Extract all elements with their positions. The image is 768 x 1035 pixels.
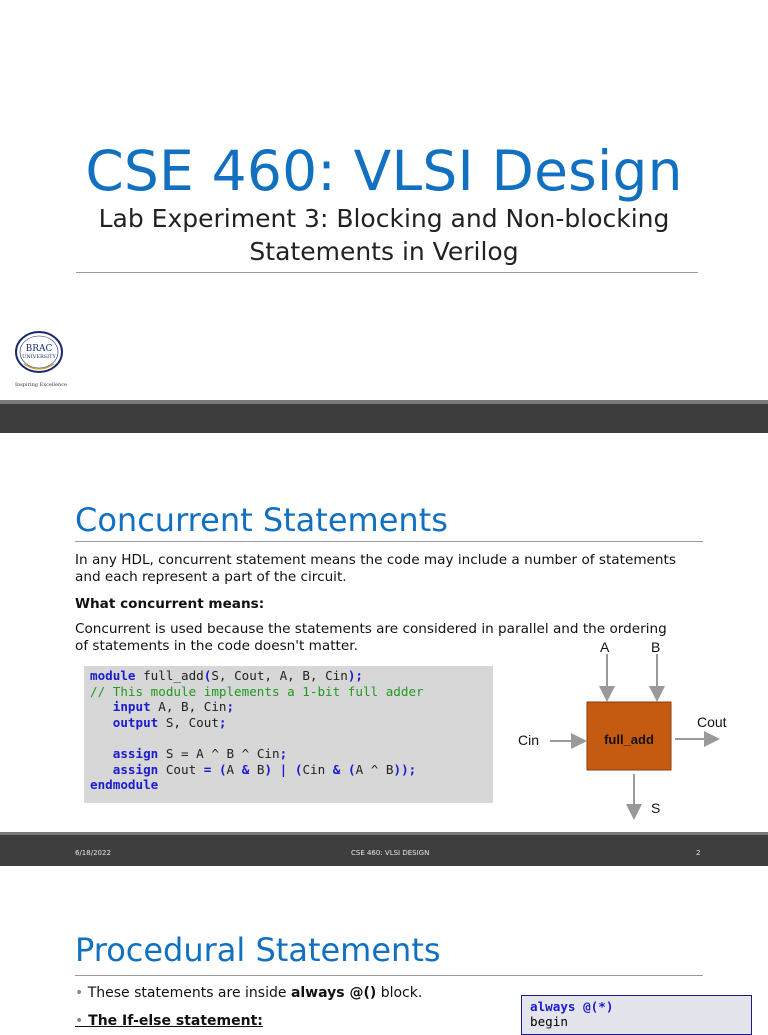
bullet-bold-text: always @() bbox=[290, 985, 377, 1001]
brac-university-logo bbox=[8, 326, 74, 390]
code-keyword: always bbox=[530, 999, 576, 1014]
input-b-label: B bbox=[651, 639, 661, 655]
footer-title: CSE 460: VLSI DESIGN bbox=[351, 849, 430, 857]
code-text: begin bbox=[530, 1014, 568, 1029]
always-code-block bbox=[521, 995, 752, 1035]
title-divider bbox=[76, 272, 698, 273]
bullet-text: The If-else statement: bbox=[88, 1013, 263, 1029]
bullet-icon: • bbox=[75, 985, 84, 1001]
bullet-text: These statements are inside bbox=[87, 985, 291, 1001]
slide3-divider bbox=[75, 975, 703, 976]
verilog-code-block: module full_add(S, Cout, A, B, Cin); // This module implements a 1-bit full adder input A, B, Cin; output S, Cout; assign S = A ^ B ^ Cin; assign Cout = (A & B) | (Cin & (A ^ B)); endmodule bbox=[84, 666, 493, 803]
intro-paragraph: In any HDL, concurrent statement means the code may include a number of statements and each represent a part of the circuit. bbox=[75, 552, 676, 585]
svg-text:Inspiring Excellence: Inspiring Excellence bbox=[15, 382, 67, 388]
output-cout-label: Cout bbox=[697, 714, 727, 730]
code-text: A, B, Cin bbox=[150, 699, 227, 715]
code-keyword: endmodule bbox=[90, 777, 159, 793]
code-keyword: input bbox=[112, 699, 151, 715]
subtitle-line1: Lab Experiment 3: Blocking and Non-blocking bbox=[98, 204, 670, 233]
slide3-title: Procedural Statements bbox=[75, 931, 441, 969]
full-adder-diagram bbox=[500, 632, 768, 832]
svg-text:UNIVERSITY: UNIVERSITY bbox=[22, 354, 56, 360]
code-text: full_add bbox=[135, 668, 204, 683]
input-a-label: A bbox=[600, 639, 610, 655]
slide2-divider bbox=[75, 541, 703, 542]
footer-page-number: 2 bbox=[696, 849, 701, 857]
slide-footer bbox=[0, 832, 768, 866]
concurrent-heading: What concurrent means: bbox=[75, 596, 265, 612]
code-text: S = A ^ B ^ Cin bbox=[158, 745, 280, 761]
output-s-label: S bbox=[651, 800, 661, 816]
slide1-subtitle bbox=[60, 202, 708, 268]
code-keyword: assign bbox=[112, 761, 159, 777]
slide1-title: CSE 460: VLSI Design bbox=[85, 139, 683, 203]
code-text: S, Cout bbox=[158, 714, 219, 730]
block-label: full_add bbox=[604, 732, 654, 747]
bullet-icon: • bbox=[75, 1013, 84, 1029]
footer-date: 6/18/2022 bbox=[75, 849, 111, 857]
code-text: Cout bbox=[158, 761, 197, 777]
code-keyword: module bbox=[90, 668, 136, 683]
code-comment: // This module implements a 1-bit full adder bbox=[90, 683, 424, 699]
bullet-text: block. bbox=[376, 985, 423, 1001]
bullet-if-else bbox=[75, 1012, 263, 1030]
concurrent-paragraph: Concurrent is used because the statements are considered in parallel and the ordering of statements in the code doesn't matter. bbox=[75, 621, 667, 654]
code-keyword: output bbox=[112, 714, 159, 730]
slide-separator bbox=[0, 400, 768, 433]
input-cin-label: Cin bbox=[518, 732, 540, 748]
bullet-inside-always bbox=[75, 984, 422, 1002]
code-text: S, Cout, A, B, Cin bbox=[211, 668, 348, 683]
code-keyword: assign bbox=[112, 745, 159, 761]
subtitle-line2: Statements in Verilog bbox=[249, 237, 519, 266]
slide2-title: Concurrent Statements bbox=[75, 501, 448, 539]
code-text: @(*) bbox=[575, 999, 614, 1014]
svg-text:BRAC: BRAC bbox=[25, 344, 53, 354]
